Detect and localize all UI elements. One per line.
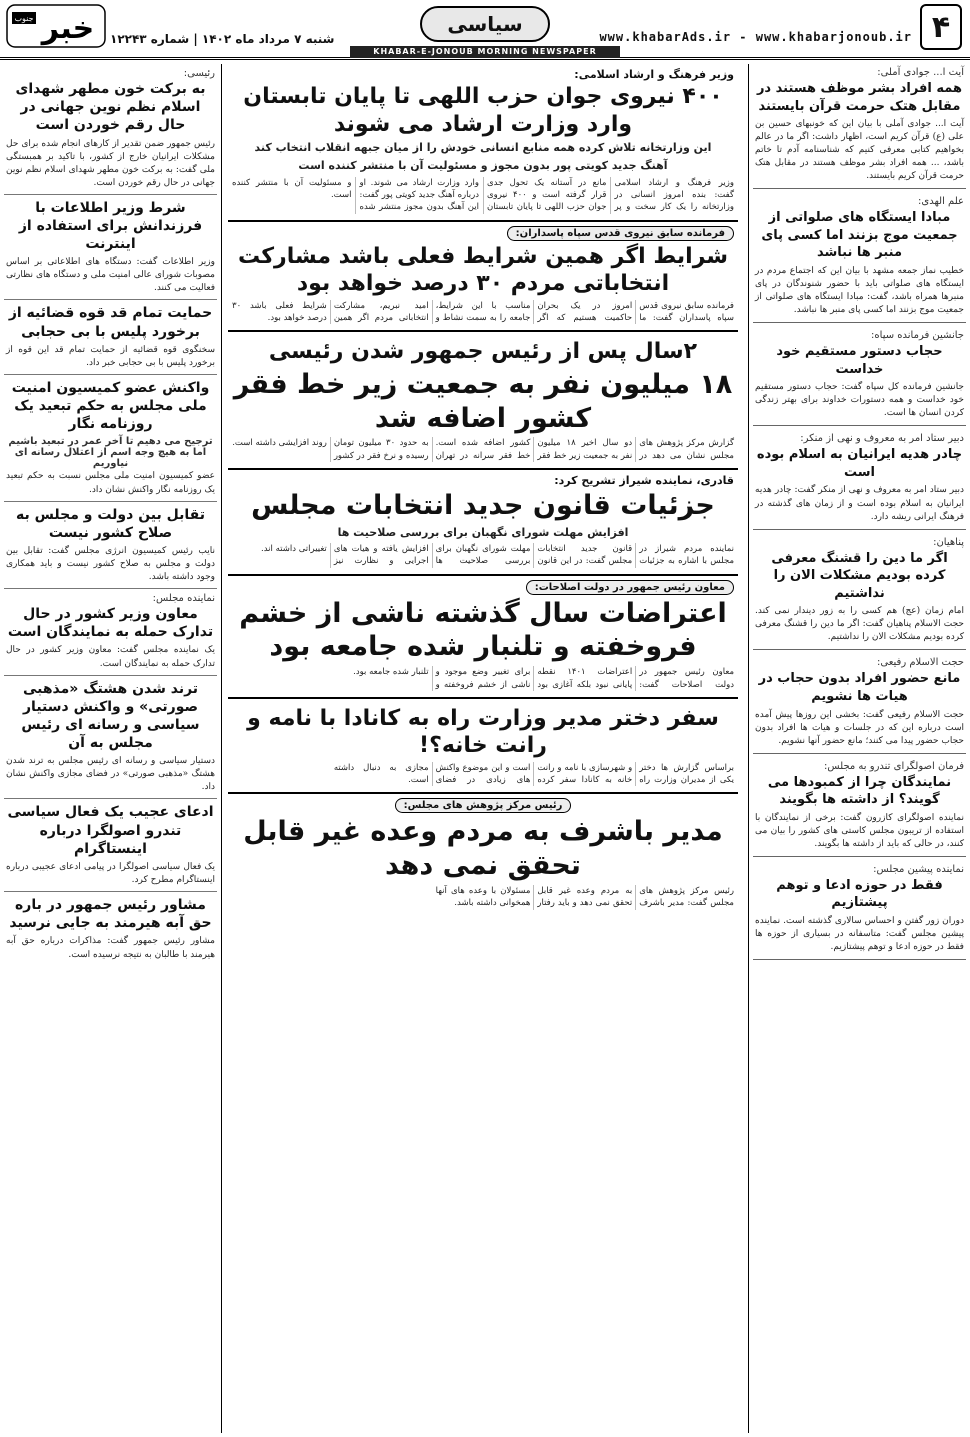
feature-text: فرمانده سابق نیروی قدس سپاه پاسداران گفت: ما امروز در یک بحران حاکمیت هستیم که اگر مناسب با این شرایط، جامعه را به سمت نشاط و امید نبریم، مشارکت انتخاباتی مردم اگر همین شرایط فعلی باشد ۳۰ درصد خواهد بود. bbox=[232, 300, 734, 324]
story-body: نماینده اصولگرای کازرون گفت: برخی از نمایندگان با استفاده از تریبون مجلس کاستی های کشور را بیان می کنند، در حالی که باید از داشته ها بگویند. bbox=[755, 812, 964, 849]
story-body: نایب رئیس کمیسیون انرژی مجلس گفت: تقابل بین دولت و مجلس به صلاح کشور نیست و باید همکاری وجود داشته باشد. bbox=[6, 545, 215, 583]
feature-headline[interactable]: ۴۰۰ نیروی جوان حزب اللهی تا پایان تابستان وارد وزارت ارشاد می شوند bbox=[243, 84, 723, 137]
story-headline[interactable]: مانع حضور افراد بدون حجاب در هیات ها نشویم bbox=[758, 671, 961, 704]
story-kicker: آیت ا... جوادی آملی: bbox=[877, 67, 964, 78]
right-column bbox=[748, 64, 966, 1433]
story-kicker: دبیر ستاد امر به معروف و نهی از منکر: bbox=[800, 433, 964, 445]
feature-body bbox=[232, 885, 734, 910]
story-body: مشاور رئیس جمهور گفت: مذاکرات درباره حق آبه هیرمند با طالبان به نتیجه نرسیده است. bbox=[6, 936, 215, 960]
story-headline[interactable]: به برکت خون مطهر شهدای اسلام نظم نوین جهانی در حال رقم خوردن است bbox=[15, 81, 206, 134]
feature-body bbox=[232, 543, 734, 568]
story-body: یک نماینده مجلس گفت: معاون وزیر کشور در حال تدارک حمله به نمایندگان است. bbox=[6, 645, 215, 669]
feature-headline[interactable]: جزئیات قانون جدید انتخابات مجلس bbox=[251, 489, 715, 521]
feature-subheadline: آهنگ جدید کویتی پور بدون مجوز و مسئولیت آن با منتشر کننده است bbox=[298, 159, 668, 173]
feature-story-3[interactable] bbox=[228, 332, 738, 470]
feature-story-7[interactable] bbox=[228, 794, 738, 915]
story-kicker: علم الهدی: bbox=[918, 196, 964, 208]
story-body: یک فعال سیاسی اصولگرا در پیامی ادعای عجیبی درباره اینستاگرام مطرح کرد. bbox=[6, 862, 215, 886]
feature-story-2[interactable] bbox=[228, 222, 738, 333]
site-url[interactable]: www.khabarAds.ir - www.khabarjonoub.ir bbox=[599, 30, 912, 44]
center-column bbox=[228, 64, 738, 1433]
feature-headline[interactable]: شرایط اگر همین شرایط فعلی باشد مشارکت انتخاباتی مردم ۳۰ درصد خواهد بود bbox=[237, 243, 729, 297]
right-story[interactable] bbox=[753, 534, 966, 651]
logo-graphic bbox=[6, 2, 106, 50]
left-story[interactable] bbox=[4, 195, 217, 301]
story-kicker: نماینده پیشین مجلس: bbox=[873, 863, 964, 875]
right-story[interactable] bbox=[753, 327, 966, 426]
story-headline[interactable]: حمایت تمام قد قوه قضائیه از برخورد پلیس با بی حجابی bbox=[8, 305, 213, 340]
feature-body bbox=[232, 762, 734, 787]
story-headline[interactable]: ترند شدن هشتگ «مذهبی صورتی» و واکنش دستیار سیاسی و رسانه ای رئیس مجلس به آن bbox=[21, 680, 200, 752]
feature-text: براساس گزارش ها دختر یکی از مدیران وزارت راه و شهرسازی با نامه و رانت خانه به کانادا سفر کرده است و این موضوع واکنش های زیادی در فضای مجازی به دنبال داشته است. bbox=[333, 762, 734, 786]
story-headline[interactable]: واکنش عضو کمیسیون امنیت ملی مجلس به حکم تبعید یک روزنامه نگار bbox=[11, 379, 210, 433]
feature-story-5[interactable] bbox=[228, 576, 738, 699]
section-subtitle: KHABAR-E-JONOUB MORNING NEWSPAPER bbox=[350, 46, 620, 58]
story-body: دوران زور گفتن و احساس سالاری گذشته است. نماینده پیشین مجلس گفت: متاسفانه در بسیاری از حوزه ها فقط در حوزه ادعا و توهم پیشتازیم. bbox=[755, 915, 964, 953]
story-body: عضو کمیسیون امنیت ملی مجلس نسبت به حکم تبعید یک روزنامه نگار واکنش نشان داد. bbox=[6, 471, 215, 495]
story-body: دستیار سیاسی و رسانه ای رئیس مجلس به ترند شدن هشتگ «مذهبی صورتی» در فضای مجازی واکنش نشان داد. bbox=[6, 756, 215, 793]
feature-kicker: قادری، نماینده شیراز تشریح کرد: bbox=[554, 473, 734, 487]
feature-body bbox=[232, 666, 734, 691]
feature-headline[interactable]: اعتراضات سال گذشته ناشی از خشم فروخفته و تلنبار شده جامعه بود bbox=[239, 597, 727, 663]
story-headline[interactable]: مبادا ایستگاه های صلواتی از جمعیت موج بزنند اما کسی پای منبر ها نباشد bbox=[761, 210, 958, 261]
feature-headline[interactable]: مدیر باشرف به مردم وعده غیر قابل تحقق نمی دهد bbox=[243, 816, 723, 882]
story-body: آیت ا... جوادی آملی با بیان این که خونبهای حسین بن علی (ع) قرآن کریم است، اظهار داشت: اگر ما در عالم بخواهیم کتابی معرفی کنیم که شناسنامه آدم تا خاتم باشد، ... همه افراد بشر موظف هستند در مقابل هتک حرمت قرآن کریم بایستند. bbox=[755, 119, 964, 182]
story-body: امام زمان (عج) هم کسی را به زور دیندار نمی کند. حجت الاسلام پناهیان گفت: اگر ما دین را قشنگ معرفی کرده بودیم مشکلات الان را نداشتیم. bbox=[755, 606, 964, 643]
kicker-label: معاون رئیس جمهور در دولت اصلاحات: bbox=[526, 580, 734, 595]
right-story[interactable] bbox=[753, 758, 966, 857]
feature-subheadline: این وزارتخانه تلاش کرده همه منابع انسانی خودش را از میان جبهه انقلاب انتخاب کند bbox=[254, 141, 712, 154]
story-kicker: حجت الاسلام رفیعی: bbox=[877, 657, 964, 669]
left-story[interactable] bbox=[4, 892, 217, 965]
right-story[interactable] bbox=[753, 430, 966, 529]
left-story[interactable] bbox=[4, 375, 217, 502]
story-headline[interactable]: همه افراد بشر موظف هستند در مقابل هتک حرمت قرآن بایستند bbox=[756, 81, 963, 114]
kicker-label: رئیس مرکز پژوهش های مجلس: bbox=[395, 798, 572, 813]
story-headline[interactable]: فقط در حوزه ادعا و توهم پیشتازیم bbox=[776, 877, 943, 911]
feature-text: نماینده مردم شیراز در مجلس با اشاره به جزئیات قانون جدید انتخابات مجلس گفت: در این قانون مهلت شورای نگهبان برای بررسی صلاحیت ها افزایش یافته و هیات های اجرایی و نظارت نیز تغییراتی داشته اند. bbox=[261, 544, 734, 567]
story-headline[interactable]: شرط وزیر اطلاعات با فرزندانش برای استفاده از اینترنت bbox=[18, 199, 203, 253]
left-story[interactable] bbox=[4, 676, 217, 800]
left-story[interactable] bbox=[4, 300, 217, 374]
story-body: خطیب نماز جمعه مشهد با بیان این که اجتماع مردم در ایستگاه های صلواتی باید با حضور شنوندگان در پای منبرها همراه باشد، گفت: مبادا ایستگاه های صلواتی از جمعیت موج بزنند اما کسی پای منبر ها نباشد. bbox=[755, 265, 964, 316]
feature-headline-main[interactable]: ۱۸ میلیون نفر به جمعیت زیر خط فقر کشور اضافه شد bbox=[233, 368, 733, 434]
story-body: وزیر اطلاعات گفت: دستگاه های اطلاعاتی بر اساس مصوبات شورای عالی امنیت ملی و دستگاه های نظارتی فعالیت می کنند. bbox=[6, 257, 215, 294]
right-story[interactable] bbox=[753, 193, 966, 323]
story-body: رئیس جمهور ضمن تقدیر از کارهای انجام شده برای حل مشکلات ایرانیان خارج از کشور، با تاکید بر همبستگی ملی گفت: به برکت خون مطهر شهدای اسلام نظم نوین جهانی در حال رقم خوردن است. bbox=[6, 138, 215, 188]
story-headline[interactable]: اگر ما دین را قشنگ معرفی کرده بودیم مشکلات الان را نداشتیم bbox=[771, 550, 948, 601]
story-kicker: فرمان اصولگرای تندرو به مجلس: bbox=[824, 760, 964, 772]
story-headline[interactable]: نمایندگان چرا از کمبودها می گویند؟ از داشته ها بگویند bbox=[767, 774, 952, 808]
story-headline[interactable]: ادعای عجیب یک فعال سیاسی تندرو اصولگرا درباره اینستاگرام bbox=[7, 804, 214, 857]
left-story[interactable] bbox=[4, 799, 217, 892]
left-story[interactable] bbox=[4, 64, 217, 195]
feature-text: معاون رئیس جمهور در دولت اصلاحات گفت: اعتراضات ۱۴۰۱ نقطه پایانی نبود بلکه آغازی بود برای تغییر وضع موجود و ناشی از خشم فروخفته و تلنبار شده جامعه بود. bbox=[353, 667, 734, 690]
story-kicker: رئیسی: bbox=[183, 68, 215, 79]
feature-headline[interactable]: ۲سال پس از رئیس جمهور شدن رئیسی bbox=[268, 339, 698, 365]
feature-body bbox=[232, 300, 734, 325]
page-number: ۴ bbox=[920, 4, 962, 50]
masthead bbox=[0, 0, 970, 60]
feature-story-4[interactable] bbox=[228, 470, 738, 576]
story-subheadline: ترجیح می دهیم تا آخر عمر در تبعید باشیم اما به هیچ وجه اسم از اعتلال رسانه ای نیاوریم bbox=[8, 436, 213, 470]
dateline: شنبه ۷ مرداد ماه ۱۴۰۲ | شماره ۱۲۲۴۳ bbox=[110, 32, 335, 46]
feature-headline[interactable]: سفر دختر مدیر وزارت راه به کانادا با نامه و رانت خانه؟! bbox=[247, 705, 719, 759]
feature-body bbox=[232, 177, 734, 214]
logo-text: خبر bbox=[41, 11, 95, 46]
right-story[interactable] bbox=[753, 654, 966, 753]
story-body: دبیر ستاد امر به معروف و نهی از منکر گفت: چادر هدیه ایرانیان به اسلام بوده است و از زمان های گذشته در فرهنگ ایرانی ریشه دارد. bbox=[755, 485, 964, 522]
feature-body bbox=[232, 437, 734, 462]
section-title: سیاسی bbox=[420, 6, 550, 42]
story-body: سخنگوی قوه قضائیه از حمایت تمام قد این قوه از برخورد پلیس با بی حجابی خبر داد. bbox=[6, 344, 215, 368]
story-headline[interactable]: تقابل بین دولت و مجلس به صلاح کشور نیست bbox=[16, 506, 205, 541]
story-body: جانشین فرمانده کل سپاه گفت: حجاب دستور مستقیم خود خداست و همه دستورات خداوند برای بهتر زندگی کردن انسان ها است. bbox=[755, 382, 964, 419]
feature-text: رئیس مرکز پژوهش های مجلس گفت: مدیر باشرف به مردم وعده غیر قابل تحقق نمی دهد و باید رفتار مسئولان با وعده های آنها همخوانی داشته باشد. bbox=[435, 885, 734, 909]
story-kicker: نماینده مجلس: bbox=[152, 593, 215, 605]
feature-story-1[interactable] bbox=[228, 64, 738, 222]
story-headline[interactable]: معاون وزیر کشور در حال تدارک حمله به نمایندگان است bbox=[7, 606, 214, 641]
feature-kicker bbox=[232, 798, 734, 813]
story-kicker: جانشین فرمانده سپاه: bbox=[871, 330, 964, 342]
left-column bbox=[4, 64, 222, 1433]
right-story[interactable] bbox=[753, 64, 966, 189]
newspaper-logo bbox=[6, 2, 106, 50]
feature-kicker bbox=[232, 226, 734, 241]
story-kicker: پناهیان: bbox=[933, 536, 964, 548]
kicker-label: فرمانده سابق نیروی قدس سپاه پاسداران: bbox=[507, 226, 734, 241]
story-body: حجت الاسلام رفیعی گفت: بخشی این روزها پیش آمده است درباره این که در جلسات و هیات ها افراد بدون حجاب حضور پیدا می کنند؛ مانع حضور آنها نشویم. bbox=[755, 709, 964, 746]
feature-text: وزیر فرهنگ و ارشاد اسلامی گفت: بنده امروز انسانی در وزارتخانه را یک کار سخت و پر مانع در آستانه یک تحول جدی قرار گرفته است و ۴۰۰ نیروی جوان حزب اللهی تا پایان تابستان وارد وزارت ارشاد می شوند. او درباره آهنگ جدید کویتی پور گفت: این آهنگ بدون مجوز منتشر شده و مسئولیت آن با منتشر کننده است. bbox=[232, 177, 734, 213]
right-story[interactable] bbox=[753, 861, 966, 960]
feature-kicker: وزیر فرهنگ و ارشاد اسلامی: bbox=[574, 68, 734, 81]
story-headline[interactable]: حجاب دستور مستقیم خود خداست bbox=[776, 344, 943, 377]
left-story[interactable] bbox=[4, 502, 217, 590]
feature-kicker bbox=[232, 580, 734, 595]
left-story[interactable] bbox=[4, 589, 217, 675]
story-headline[interactable]: مشاور رئیس جمهور در باره حق آبه هیرمند به جایی نرسید bbox=[9, 897, 212, 932]
feature-text: گزارش مرکز پژوهش های مجلس نشان می دهد در دو سال اخیر ۱۸ میلیون نفر به جمعیت زیر خط فقر کشور اضافه شده است. خط فقر سرانه در تهران به حدود ۳۰ میلیون تومان رسیده و نرخ فقر در کشور روند افزایشی داشته است. bbox=[232, 438, 734, 461]
story-headline[interactable]: چادر هدیه ایرانیان به اسلام بوده است bbox=[756, 447, 963, 480]
feature-subheadline: افزایش مهلت شورای نگهبان برای بررسی صلاحیت ها bbox=[337, 525, 629, 539]
logo-sub: جنوب bbox=[14, 14, 34, 23]
feature-story-6[interactable] bbox=[228, 699, 738, 795]
